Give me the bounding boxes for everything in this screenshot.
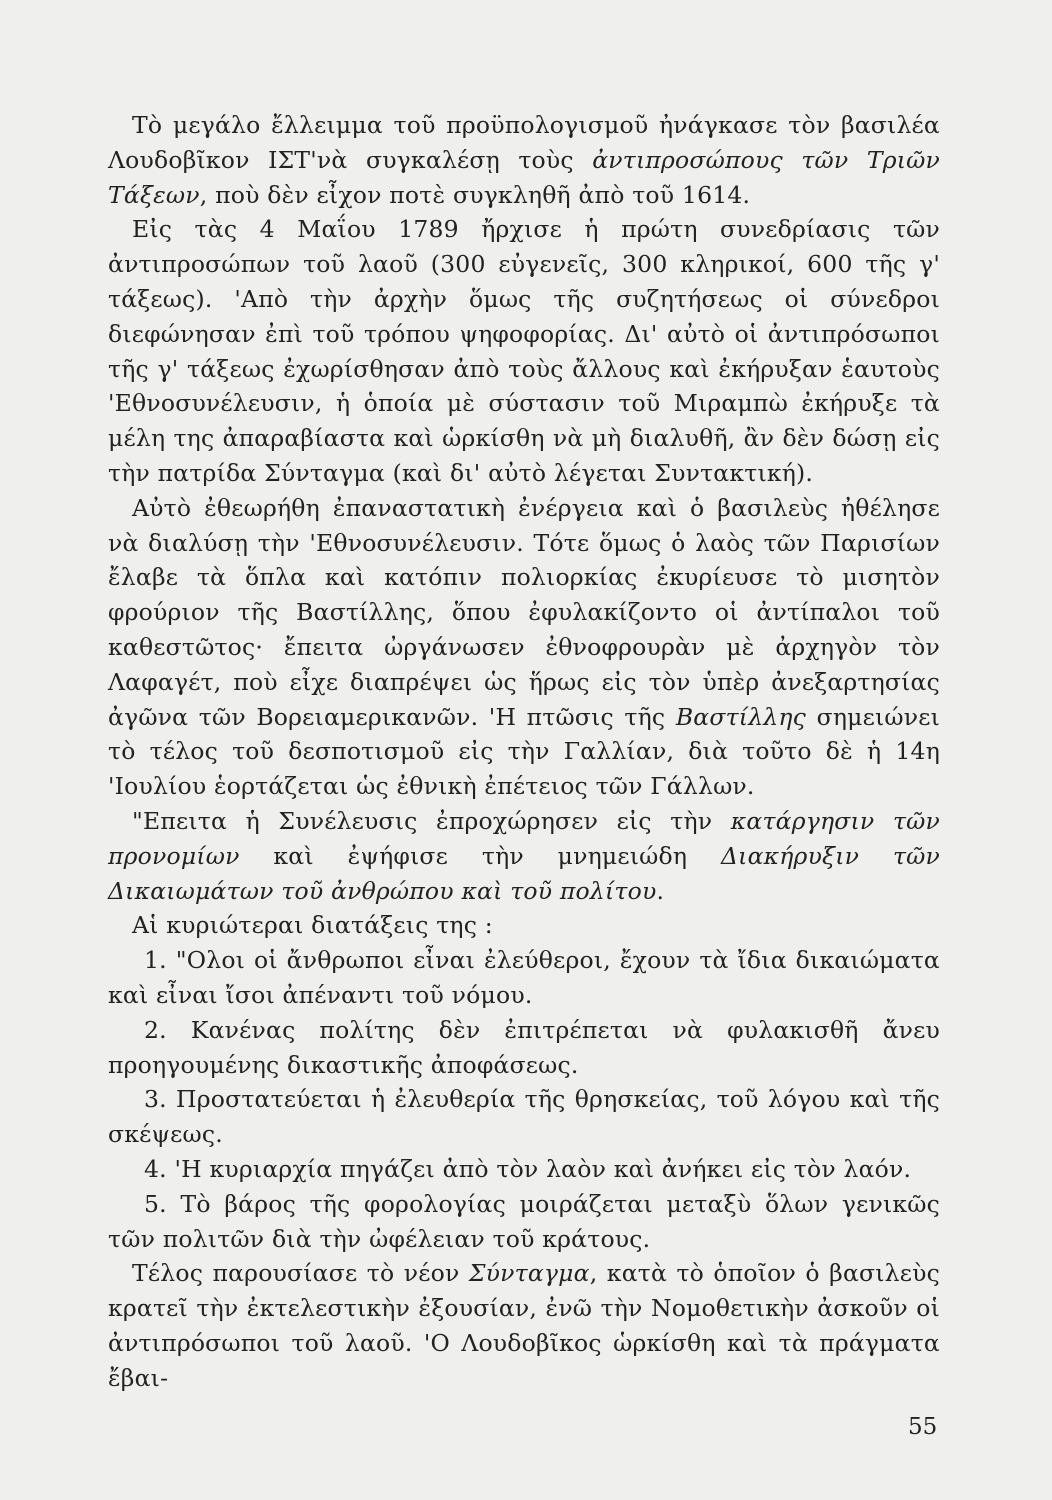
provision-number: 1. — [144, 946, 167, 975]
paragraph-declaration: "Επειτα ἡ Συνέλευσις ἐπροχώρησεν εἰς τὴν κατάργησιν τῶν προνομίων καὶ ἐψήφισε τὴν μνημειώδη Διακήρυξιν τῶν Δικαιωμάτων τοῦ ἀνθρώπου καὶ τοῦ πολίτου. — [108, 806, 940, 905]
paragraph-national-assembly: Εἰς τὰς 4 Μαΐου 1789 ἤρχισε ἡ πρώτη συνεδρίασις τῶν ἀντιπροσώπων τοῦ λαοῦ (300 εὐγενεῖς, 300 κληρικοί, 600 τῆς γ' τάξεως). 'Απὸ τὴν ἀρχὴν ὅμως τῆς συζητήσεως οἱ σύνεδροι διεφώνησαν ἐπὶ τοῦ τρόπου ψηφοφορίας. Δι' αὐτὸ οἱ ἀντιπρόσωποι τῆς γ' τάξεως ἐχωρίσθησαν ἀπὸ τοὺς ἄλλους καὶ ἐκήρυξαν ἑαυτοὺς 'Εθνοσυνέλευσιν, ἡ ὁποία μὲ σύστασιν τοῦ Μιραμπὼ ἐκήρυξε τὰ μέλη της ἀπαραβίαστα καὶ ὡρκίσθη νὰ μὴ διαλυθῆ, ἂν δὲν δώσῃ εἰς τὴν πατρίδα Σύνταγμα (καὶ δι' αὐτὸ λέγεται Συντακτική). — [108, 215, 940, 487]
provision-item-1 — [108, 943, 940, 1013]
provision-number: 4. — [144, 1154, 167, 1183]
paragraph-bastille: Αὐτὸ ἐθεωρήθη ἐπαναστατικὴ ἐνέργεια καὶ ὁ βασιλεὺς ἠθέλησε νὰ διαλύσῃ τὴν 'Εθνοσυνέλευσιν. Τότε ὅμως ὁ λαὸς τῶν Παρισίων ἔλαβε τὰ ὅπλα καὶ κατόπιν πολιορκίας ἐκυρίευσε τὸ μισητὸν φρούριον τῆς Βαστίλλης, ὅπου ἐφυλακίζοντο οἱ ἀντίπαλοι τοῦ καθεστῶτος· ἔπειτα ὠργάνωσεν ἐθνοφρουρὰν μὲ ἀρχηγὸν τὸν Λαφαγέτ, ποὺ εἶχε διαπρέψει ὡς ἥρως εἰς τὸν ὑπὲρ ἀνεξαρτησίας ἀγῶνα τῶν Βορειαμερικανῶν. 'Η πτῶσις τῆς Βαστίλλης σημειώνει τὸ τέλος τοῦ δεσποτισμοῦ εἰς τὴν Γαλλίαν, διὰ τοῦτο δὲ ἡ 14η 'Ιουλίου ἑορτάζεται ὡς ἐθνικὴ ἐπέτειος τῶν Γάλλων. — [108, 493, 940, 801]
paragraph-constitution: Τέλος παρουσίασε τὸ νέον Σύνταγμα, κατὰ τὸ ὁποῖον ὁ βασιλεὺς κρατεῖ τὴν ἐκτελεστικὴν ἐξουσίαν, ἐνῶ τὴν Νομοθετικὴν ἀσκοῦν οἱ ἀντιπρόσωποι τοῦ λαοῦ. 'Ο Λουδοβῖκος ὡρκίσθη καὶ τὰ πράγματα ἔβαι- — [108, 1259, 940, 1392]
provision-number: 2. — [144, 1015, 167, 1044]
provision-item-4 — [108, 1152, 940, 1187]
body-text — [108, 108, 940, 1395]
provision-text: Προστατεύεται ἡ ἐλευθερία τῆς θρησκείας, τοῦ λόγου καὶ τῆς σκέψεως. — [108, 1085, 940, 1149]
provision-text: Τὸ βάρος τῆς φορολογίας μοιράζεται μεταξὺ ὅλων γενικῶς τῶν πολιτῶν διὰ τὴν ὠφέλειαν τοῦ κράτους. — [108, 1189, 941, 1253]
provision-item-3 — [108, 1082, 940, 1152]
page-number: 55 — [908, 1414, 938, 1440]
provision-item-5 — [108, 1187, 940, 1257]
provision-number: 5. — [144, 1189, 167, 1218]
paragraph-estates-general: Τὸ μεγάλο ἔλλειμμα τοῦ προϋπολογισμοῦ ἠνάγκασε τὸν βασιλέα Λουδοβῖκον ΙΣΤ'νὰ συγκαλέσῃ τοὺς ἀντιπροσώπους τῶν Τριῶν Τάξεων, ποὺ δὲν εἶχον ποτὲ συγκληθῆ ἀπὸ τοῦ 1614. — [108, 111, 940, 209]
provision-text: 'Η κυριαρχία πηγάζει ἀπὸ τὸν λαὸν καὶ ἀνήκει εἰς τὸν λαόν. — [174, 1154, 912, 1183]
provision-number: 3. — [144, 1085, 167, 1114]
provision-item-2 — [108, 1013, 940, 1083]
provision-text: "Ολοι οἱ ἄνθρωποι εἶναι ἐλεύθεροι, ἔχουν τὰ ἴδια δικαιώματα καὶ εἶναι ἴσοι ἀπέναντι τοῦ νόμου. — [108, 946, 940, 1009]
paragraph-provisions-intro: Αἱ κυριώτεραι διατάξεις της : — [132, 911, 493, 940]
provision-text: Κανένας πολίτης δὲν ἐπιτρέπεται νὰ φυλακισθῆ ἄνευ προηγουμένης δικαστικῆς ἀποφάσεως. — [108, 1015, 940, 1079]
